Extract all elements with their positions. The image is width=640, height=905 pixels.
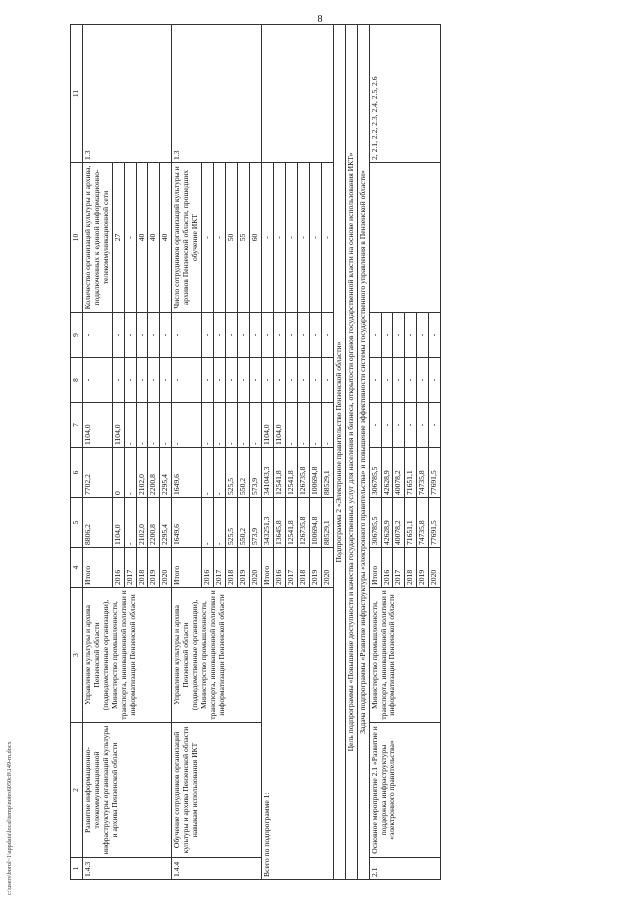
value-cell: - [202, 498, 214, 548]
subprogram-title: Подпрограмма 2 «Электронное правительство Пензенской области» [333, 25, 345, 880]
value-cell: - [148, 313, 160, 358]
activity-executor: Управление культуры и архива Пензенской области (подведомственные организации), Министерство промышленности, транспорта, инновационной политики и информатизации Пензенской области [172, 588, 262, 723]
value-cell: 42628,9 [381, 448, 393, 498]
period-cell: 2017 [285, 548, 297, 588]
value-cell: 88529,1 [321, 498, 333, 548]
indicator-value: 40 [136, 163, 148, 313]
activity-executor: Управление культуры и архива Пензенской области (подведомственные организации), Министерство промышленности, транспорта, инновационной политики и информатизации Пензенской области [82, 588, 172, 723]
value-cell: - [136, 313, 148, 358]
value-cell: - [202, 313, 214, 358]
value-cell: 71651,1 [405, 448, 417, 498]
period-cell: 2016 [202, 548, 214, 588]
period-cell: 2017 [214, 548, 226, 588]
value-cell: - [309, 313, 321, 358]
value-cell: 525,5 [226, 448, 238, 498]
indicator-value: 40 [148, 163, 160, 313]
rotated-table-container [70, 25, 620, 880]
value-cell: 2295,4 [160, 448, 172, 498]
value-cell: - [226, 403, 238, 448]
col-number: 9 [71, 313, 83, 358]
value-cell: - [124, 403, 136, 448]
indicator-value: - [261, 163, 273, 313]
value-cell: 525,5 [226, 498, 238, 548]
value-cell: - [124, 448, 136, 498]
section-row [345, 25, 357, 880]
value-cell: - [261, 358, 273, 403]
value-cell: 306785,5 [369, 498, 381, 548]
value-cell: - [393, 403, 405, 448]
value-cell: - [214, 448, 226, 498]
value-cell: - [172, 358, 202, 403]
value-cell: 2102,0 [136, 498, 148, 548]
indicator-value: 27 [112, 163, 124, 313]
value-cell: - [250, 358, 262, 403]
value-cell: 13645,8 [273, 498, 285, 548]
col-number: 3 [71, 588, 83, 723]
value-cell: 1104,0 [112, 498, 124, 548]
value-cell: - [297, 403, 309, 448]
value-cell: - [148, 358, 160, 403]
indicator-value: - [214, 163, 226, 313]
value-cell: - [160, 313, 172, 358]
value-cell: - [381, 358, 393, 403]
value-cell: 77691,5 [429, 498, 441, 548]
value-cell: - [112, 313, 124, 358]
table-row [261, 25, 273, 880]
col-number: 2 [71, 723, 83, 858]
value-cell: 12541,8 [285, 498, 297, 548]
value-cell: - [369, 358, 381, 403]
value-cell: - [250, 313, 262, 358]
value-cell: - [250, 403, 262, 448]
value-cell: - [82, 313, 112, 358]
activity-name: Основное мероприятие 2.1 «Развитие и поддержка инфраструктуры «электронного правительства» [369, 723, 441, 858]
value-cell: - [297, 358, 309, 403]
value-cell: - [172, 313, 202, 358]
value-cell: - [238, 403, 250, 448]
value-cell: 40078,2 [393, 498, 405, 548]
value-cell: - [417, 313, 429, 358]
section-row [357, 25, 369, 880]
table-row [82, 25, 112, 880]
value-cell: - [202, 358, 214, 403]
value-cell: 12541,8 [285, 448, 297, 498]
period-cell: 2020 [160, 548, 172, 588]
column-number-row [71, 25, 83, 880]
col-number: 1 [71, 858, 83, 880]
indicator-value: - [124, 163, 136, 313]
value-cell: - [321, 313, 333, 358]
value-cell: 573,9 [250, 448, 262, 498]
activity-name: Обучение сотрудников организаций культуры и архива Пензенской области навыкам использования ИКТ [172, 723, 262, 858]
value-cell: 1104,0 [273, 403, 285, 448]
value-cell: - [202, 448, 214, 498]
value-cell: - [214, 403, 226, 448]
subprogram-goal: Цель подпрограммы «Повышение доступности и качества государственных услуг для населения и бизнеса, открытости органов государственной власти на основе использования ИКТ» [345, 25, 357, 880]
value-cell: - [429, 403, 441, 448]
value-cell: - [321, 358, 333, 403]
section-row [333, 25, 345, 880]
value-cell: - [202, 403, 214, 448]
value-cell: 2295,4 [160, 498, 172, 548]
period-cell: Итого [369, 548, 381, 588]
value-cell: - [297, 313, 309, 358]
value-cell: - [238, 313, 250, 358]
value-cell: 7702,2 [82, 448, 112, 498]
period-cell: 2016 [112, 548, 124, 588]
col-number: 5 [71, 498, 83, 548]
value-cell: - [226, 313, 238, 358]
period-cell: 2019 [238, 548, 250, 588]
value-cell: 40078,2 [393, 448, 405, 498]
value-cell: 550,2 [238, 448, 250, 498]
value-cell: - [124, 498, 136, 548]
indicator-name: Количество организаций культуры и архива, подключенных к единой информационно-телекоммуникационной сети [82, 163, 112, 313]
value-cell: - [309, 403, 321, 448]
empty-cell [261, 25, 333, 163]
activity-code: 2.1 [369, 858, 441, 880]
value-cell: 341043,3 [261, 448, 273, 498]
indicator-value: - [285, 163, 297, 313]
value-cell: - [285, 313, 297, 358]
table-row [369, 25, 381, 880]
value-cell: - [148, 403, 160, 448]
period-cell: Итого [82, 548, 112, 588]
value-cell: - [226, 358, 238, 403]
activity-code: 1.4.3 [82, 858, 172, 880]
empty-cell [369, 163, 441, 313]
indicator-value: - [309, 163, 321, 313]
period-cell: 2016 [273, 548, 285, 588]
subprogram-total-label: Всего по подпрограмме 1: [261, 588, 333, 880]
value-cell: - [417, 358, 429, 403]
value-cell: - [393, 358, 405, 403]
value-cell: 126735,8 [297, 498, 309, 548]
indicator-value: - [321, 163, 333, 313]
value-cell: - [429, 313, 441, 358]
indicator-value: - [202, 163, 214, 313]
value-cell: - [417, 403, 429, 448]
activity-executor: Министерство промышленности, транспорта, инновационной политики и информатизации Пензенской области [369, 588, 441, 723]
period-cell: 2018 [297, 548, 309, 588]
indicator-name: Число сотрудников организаций культуры и архивов Пензенской области, прошедших обучение ИКТ [172, 163, 202, 313]
value-cell: 0 [112, 448, 124, 498]
value-cell: - [124, 313, 136, 358]
period-cell: 2020 [250, 548, 262, 588]
value-cell: - [309, 358, 321, 403]
value-cell: - [136, 403, 148, 448]
col-number: 4 [71, 548, 83, 588]
period-cell: 2020 [429, 548, 441, 588]
value-cell: 74735,8 [417, 498, 429, 548]
value-cell: 550,2 [238, 498, 250, 548]
indicator-value: - [297, 163, 309, 313]
value-cell: 1649,6 [172, 448, 202, 498]
value-cell: - [285, 358, 297, 403]
value-cell: - [405, 313, 417, 358]
value-cell: 343251,3 [261, 498, 273, 548]
period-cell: 2019 [148, 548, 160, 588]
value-cell: - [238, 358, 250, 403]
value-cell: - [321, 403, 333, 448]
col-number: 10 [71, 163, 83, 313]
col-number: 11 [71, 25, 83, 163]
value-cell: 2200,8 [148, 498, 160, 548]
indicator-value: 40 [160, 163, 172, 313]
value-cell: 2200,8 [148, 448, 160, 498]
value-cell: 100694,8 [309, 498, 321, 548]
value-cell: - [172, 403, 202, 448]
value-cell: 1104,0 [82, 403, 112, 448]
page-number: 8 [317, 14, 323, 25]
value-cell: - [369, 313, 381, 358]
table-row [172, 25, 202, 880]
period-cell: 2018 [405, 548, 417, 588]
period-cell: 2017 [393, 548, 405, 588]
value-cell: - [369, 403, 381, 448]
period-cell: 2019 [417, 548, 429, 588]
value-cell: - [429, 358, 441, 403]
value-cell: - [160, 358, 172, 403]
period-cell: 2019 [309, 548, 321, 588]
value-cell: - [273, 313, 285, 358]
period-cell: 2018 [226, 548, 238, 588]
value-cell: 126735,8 [297, 448, 309, 498]
value-cell: - [124, 358, 136, 403]
indicator-value: 50 [226, 163, 238, 313]
value-cell: 1649,6 [172, 498, 202, 548]
activity-name: Развитие информационно-телекоммуникационной инфраструктуры организаций культуры и архива Пензенской области [82, 723, 172, 858]
indicator-value: - [273, 163, 285, 313]
value-cell: 2102,0 [136, 448, 148, 498]
value-cell: - [405, 358, 417, 403]
value-cell: - [393, 313, 405, 358]
value-cell: 77691,5 [429, 448, 441, 498]
value-cell: 88529,1 [321, 448, 333, 498]
period-cell: Итого [261, 548, 273, 588]
value-cell: - [261, 313, 273, 358]
value-cell: 42628,9 [381, 498, 393, 548]
value-cell: - [136, 358, 148, 403]
value-cell: 1104,0 [261, 403, 273, 448]
value-cell: 1104,0 [112, 403, 124, 448]
value-cell: 100694,8 [309, 448, 321, 498]
value-cell: - [285, 403, 297, 448]
value-cell: - [214, 313, 226, 358]
period-cell: 2020 [321, 548, 333, 588]
indicator-reference: 2, 2.1, 2.2, 2.3, 2.4, 2.5, 2.6 [369, 25, 441, 163]
value-cell: 74735,8 [417, 448, 429, 498]
value-cell: - [214, 358, 226, 403]
value-cell: 12541,8 [273, 448, 285, 498]
value-cell: - [160, 403, 172, 448]
col-number: 7 [71, 403, 83, 448]
period-cell: Итого [172, 548, 202, 588]
value-cell: - [405, 403, 417, 448]
subprogram-task: Задача подпрограммы «Развитие инфраструктуры «электронного правительства» и повышение эффективности системы государственного управления в Пензенской области» [357, 25, 369, 880]
col-number: 6 [71, 448, 83, 498]
period-cell: 2016 [381, 548, 393, 588]
program-activities-table [70, 24, 441, 880]
value-cell: - [82, 358, 112, 403]
value-cell: - [381, 403, 393, 448]
indicator-reference: 1.3 [82, 25, 172, 163]
document-file-path: c:\users\borol~1\appdata\local\temp\notes6050c8\149-rn.docx [6, 741, 13, 895]
period-cell: 2017 [124, 548, 136, 588]
value-cell: - [273, 358, 285, 403]
indicator-reference: 1.3 [172, 25, 262, 163]
activity-code: 1.4.4 [172, 858, 262, 880]
value-cell: 306785,5 [369, 448, 381, 498]
indicator-value: 60 [250, 163, 262, 313]
value-cell: 71651,1 [405, 498, 417, 548]
value-cell: - [214, 498, 226, 548]
indicator-value: 55 [238, 163, 250, 313]
rotated-page-area [70, 25, 620, 880]
value-cell: 8806,2 [82, 498, 112, 548]
value-cell: - [381, 313, 393, 358]
value-cell: 573,9 [250, 498, 262, 548]
period-cell: 2018 [136, 548, 148, 588]
value-cell: - [112, 358, 124, 403]
col-number: 8 [71, 358, 83, 403]
